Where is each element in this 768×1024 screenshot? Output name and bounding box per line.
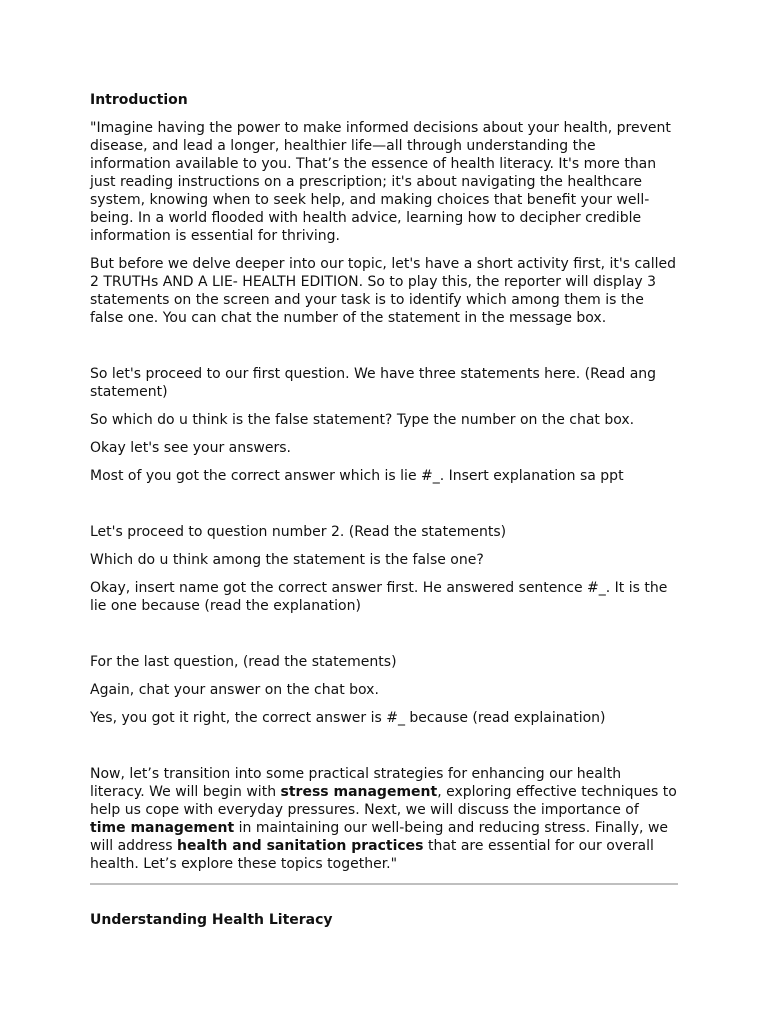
intro-paragraph: "Imagine having the power to make informed decisions about your health, prevent disease, and lead a longer, healthier life—all through understanding the information available to you. That’s the essence of health literacy. It's more than just reading instructions on a prescription; it's about navigating the healthcare system, knowing when to seek help, and making choices that benefit your well-being. In a world flooded with health advice, learning how to decipher credible information is essential for thriving. — [90, 120, 671, 244]
horizontal-rule — [90, 883, 678, 885]
q1-answers-paragraph: Okay let's see your answers. — [90, 440, 291, 456]
q3-result-paragraph: Yes, you got it right, the correct answer is #_ because (read explaination) — [90, 710, 606, 726]
spacer — [90, 337, 678, 365]
spacer — [90, 625, 678, 653]
transition-text: Now, let’s transition into some practical strategies for enhancing our health literacy. We will begin with — [90, 766, 622, 800]
q1-result-paragraph: Most of you got the correct answer which is lie #_. Insert explanation sa ppt — [90, 468, 624, 484]
time-management-term: time management — [90, 820, 235, 836]
q1-prompt-paragraph: So which do u think is the false statement? Type the number on the chat box. — [90, 412, 635, 428]
spacer — [90, 495, 678, 523]
activity-paragraph: But before we delve deeper into our topic, let's have a short activity first, it's called 2 TRUTHs AND A LIE- HEALTH EDITION. So to play this, the reporter will display 3 statements on the screen and your task is to identify which among them is the false one. You can chat the number of the statement in the message box. — [90, 256, 677, 326]
health-sanitation-term: health and sanitation practices — [177, 838, 424, 854]
q2-prompt-paragraph: Which do u think among the statement is the false one? — [90, 552, 484, 568]
transition-text: that are essential for our overall health. Let’s explore these topics together." — [90, 838, 654, 872]
q2-result-paragraph: Okay, insert name got the correct answer first. He answered sentence #_. It is the lie one because (read the explanation) — [90, 580, 668, 614]
introduction-heading: Introduction — [90, 92, 188, 108]
transition-paragraph — [90, 765, 678, 873]
q3-intro-paragraph: For the last question, (read the statements) — [90, 654, 397, 670]
spacer — [90, 737, 678, 765]
stress-management-term: stress management — [280, 784, 438, 800]
transition-text: , exploring effective techniques to help us cope with everyday pressures. Next, we will discuss the importance of — [90, 784, 677, 818]
q2-intro-paragraph: Let's proceed to question number 2. (Read the statements) — [90, 524, 507, 540]
transition-text: in maintaining our well-being and reducing stress. Finally, we will address — [90, 820, 669, 854]
q3-prompt-paragraph: Again, chat your answer on the chat box. — [90, 682, 379, 698]
understanding-health-literacy-heading: Understanding Health Literacy — [90, 912, 333, 928]
q1-intro-paragraph: So let's proceed to our first question. We have three statements here. (Read ang statement) — [90, 366, 657, 400]
